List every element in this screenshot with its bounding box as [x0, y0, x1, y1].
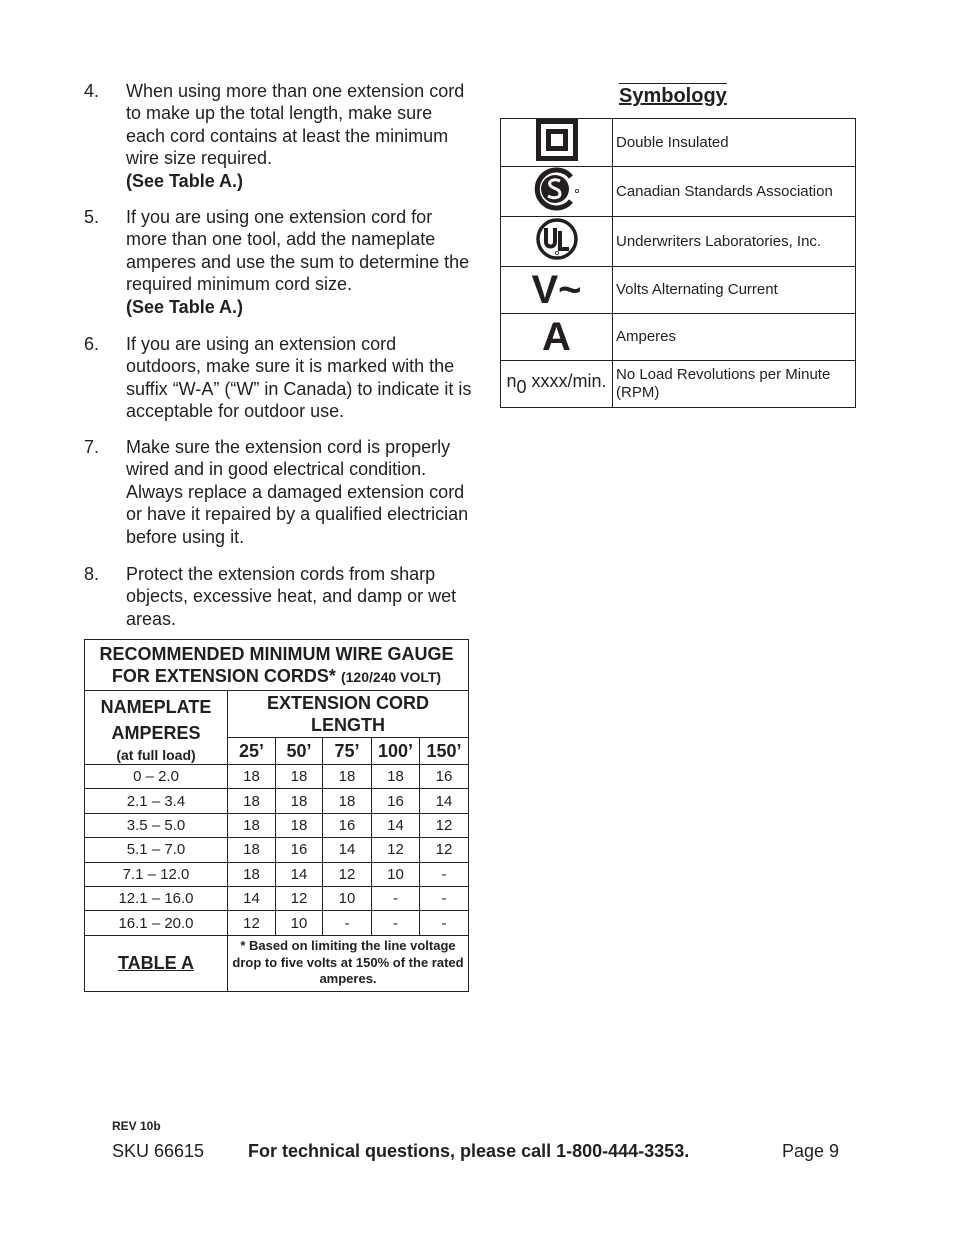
table-row [85, 911, 469, 935]
gauge-cell: 16 [420, 765, 469, 789]
symbol-cell [501, 267, 613, 314]
gauge-cell: 18 [228, 862, 276, 886]
gauge-cell: 16 [372, 789, 420, 813]
amperes-range: 0 – 2.0 [85, 765, 228, 789]
table-label: TABLE A [85, 935, 228, 991]
gauge-cell: 12 [276, 886, 323, 910]
instruction-number: 6. [84, 334, 100, 354]
instruction-7 [84, 436, 474, 548]
gauge-cell: 10 [323, 886, 372, 910]
gauge-cell: 12 [228, 911, 276, 935]
double-insulated-icon [536, 119, 578, 161]
rpm-symbol [506, 370, 607, 397]
instruction-text: When using more than one extension cord to make up the total length, make sure each cord contains at least the minimum wire size required. [126, 81, 465, 169]
instruction-4 [84, 80, 474, 192]
instruction-8 [84, 563, 474, 630]
table-title-text: RECOMMENDED MINIMUM WIRE GAUGE FOR EXTENSION CORDS* [99, 643, 454, 686]
length-header: 75’ [323, 738, 372, 765]
symbol-cell [501, 119, 613, 167]
symbol-description: No Load Revolutions per Minute (RPM) [613, 361, 856, 408]
gauge-cell: - [372, 911, 420, 935]
gauge-cell: 12 [372, 838, 420, 862]
gauge-cell: - [323, 911, 372, 935]
gauge-cell: 18 [228, 813, 276, 837]
gauge-cell: - [372, 886, 420, 910]
gauge-cell: - [420, 886, 469, 910]
symbol-description: Amperes [613, 314, 856, 361]
amperes-range: 3.5 – 5.0 [85, 813, 228, 837]
instruction-text: Make sure the extension cord is properly wired and in good electrical condition. Always replace a damaged extension cord or have it repaired by a qualified electrician before using it. [126, 437, 469, 547]
amperes-label: AMPERES [111, 722, 201, 743]
symbology-table [500, 118, 856, 408]
gauge-cell: 18 [228, 789, 276, 813]
table-title [85, 640, 469, 691]
table-footnote: * Based on limiting the line voltage drop to five volts at 150% of the rated amperes. [228, 935, 469, 991]
instruction-number: 4. [84, 81, 100, 101]
instruction-number: 5. [84, 207, 100, 227]
table-voltage: (120/240 VOLT) [340, 668, 442, 685]
gauge-cell: 18 [372, 765, 420, 789]
wire-table-body [85, 765, 469, 936]
nameplate-label: NAMEPLATE [100, 696, 212, 717]
symbology-heading: Symbology [619, 85, 727, 107]
length-header: 50’ [276, 738, 323, 765]
length-header: 150’ [420, 738, 469, 765]
gauge-cell: 18 [228, 765, 276, 789]
amperes-symbol: A [542, 315, 571, 359]
gauge-cell: 14 [276, 862, 323, 886]
table-row [85, 765, 469, 789]
full-load-label: (at full load) [116, 746, 196, 763]
gauge-cell: 12 [420, 813, 469, 837]
length-header: 25’ [228, 738, 276, 765]
gauge-cell: 14 [420, 789, 469, 813]
volts-ac-symbol: V~ [531, 268, 582, 312]
table-row [85, 862, 469, 886]
csa-icon [533, 167, 581, 211]
symbol-cell [501, 217, 613, 267]
rpm-symbol-rest: xxxx/min. [526, 370, 607, 391]
gauge-cell: - [420, 862, 469, 886]
symbol-description: Volts Alternating Current [613, 267, 856, 314]
instruction-text: If you are using one extension cord for more than one tool, add the nameplate amperes and use the sum to determine the required minimum cord size. [126, 207, 470, 295]
gauge-cell: 10 [276, 911, 323, 935]
wire-gauge-table [84, 639, 469, 992]
table-reference: (See Table A.) [126, 170, 244, 191]
gauge-cell: 16 [323, 813, 372, 837]
symbol-cell [501, 314, 613, 361]
instruction-number: 8. [84, 564, 100, 584]
gauge-cell: 10 [372, 862, 420, 886]
symbol-row [501, 314, 856, 361]
rpm-symbol-subscript: 0 [516, 376, 527, 397]
symbol-row [501, 267, 856, 314]
symbol-row [501, 167, 856, 217]
instruction-number: 7. [84, 437, 100, 457]
symbol-description: Double Insulated [613, 119, 856, 167]
length-header: 100’ [372, 738, 420, 765]
table-row [85, 838, 469, 862]
symbol-description: Canadian Standards Association [613, 167, 856, 217]
table-row [85, 789, 469, 813]
amperes-range: 12.1 – 16.0 [85, 886, 228, 910]
symbol-row [501, 361, 856, 408]
table-row [85, 813, 469, 837]
amperes-range: 2.1 – 3.4 [85, 789, 228, 813]
gauge-cell: 18 [323, 765, 372, 789]
gauge-cell: 12 [323, 862, 372, 886]
table-reference: (See Table A.) [126, 296, 244, 317]
amperes-range: 16.1 – 20.0 [85, 911, 228, 935]
nameplate-amperes-header [85, 691, 228, 765]
symbol-row [501, 119, 856, 167]
symbol-description: Underwriters Laboratories, Inc. [613, 217, 856, 267]
gauge-cell: 18 [228, 838, 276, 862]
revision-label: REV 10b [112, 1119, 161, 1133]
page-number: Page 9 [782, 1141, 840, 1161]
gauge-cell: 18 [276, 813, 323, 837]
sku-label: SKU 66615 [112, 1141, 205, 1161]
instruction-6 [84, 333, 474, 423]
gauge-cell: 14 [228, 886, 276, 910]
cord-length-header: EXTENSION CORD LENGTH [228, 691, 469, 738]
gauge-cell: 18 [276, 765, 323, 789]
gauge-cell: - [420, 911, 469, 935]
gauge-cell: 18 [276, 789, 323, 813]
instruction-5 [84, 206, 474, 318]
symbol-cell [501, 361, 613, 408]
instruction-text: Protect the extension cords from sharp objects, excessive heat, and damp or wet areas. [126, 564, 457, 629]
gauge-cell: 16 [276, 838, 323, 862]
ul-icon [535, 217, 579, 261]
gauge-cell: 12 [420, 838, 469, 862]
symbol-cell [501, 167, 613, 217]
amperes-range: 7.1 – 12.0 [85, 862, 228, 886]
table-row [85, 886, 469, 910]
gauge-cell: 18 [323, 789, 372, 813]
amperes-range: 5.1 – 7.0 [85, 838, 228, 862]
rpm-symbol-n: n [506, 370, 517, 391]
gauge-cell: 14 [372, 813, 420, 837]
support-phone: For technical questions, please call 1-800-444-3353. [248, 1141, 690, 1161]
instruction-text: If you are using an extension cord outdoors, make sure it is marked with the suffix “W-A” (“W” in Canada) to indicate it is acceptable for outdoor use. [126, 334, 472, 422]
symbol-row [501, 217, 856, 267]
gauge-cell: 14 [323, 838, 372, 862]
